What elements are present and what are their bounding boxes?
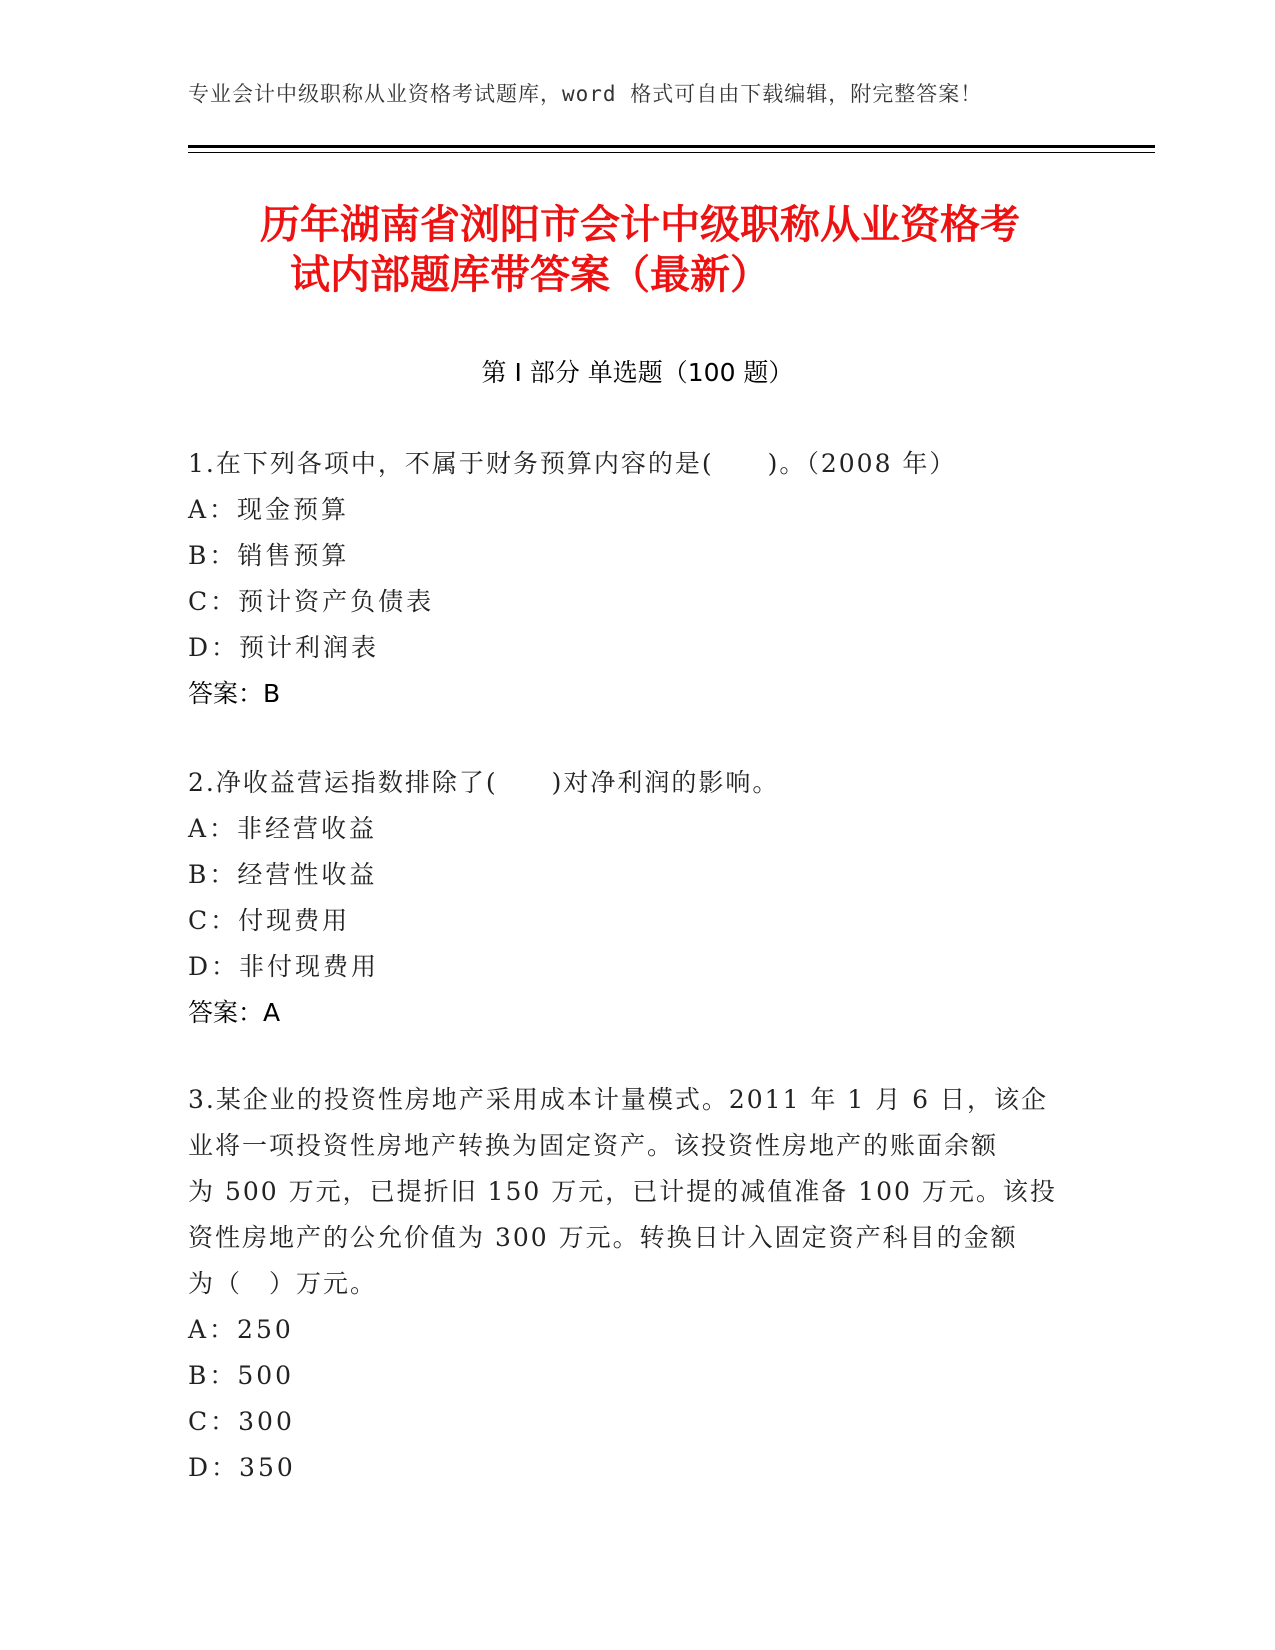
question-1-option-a: A：现金预算 xyxy=(188,495,350,524)
section-title: 第 I 部分 单选题（100 题） xyxy=(481,358,794,387)
question-1-option-d: D：预计利润表 xyxy=(188,633,380,662)
document-title-line-1: 历年湖南省浏阳市会计中级职称从业资格考 xyxy=(260,202,1020,248)
question-1 xyxy=(188,441,1068,717)
question-3-option-d: D：350 xyxy=(188,1453,296,1482)
document-title-line-2: 试内部题库带答案（最新） xyxy=(290,252,770,298)
question-3-text-line-2: 业将一项投资性房地产转换为固定资产。该投资性房地产的账面余额 xyxy=(188,1131,999,1160)
question-3 xyxy=(188,1077,1068,1491)
question-2-option-d: D：非付现费用 xyxy=(188,952,380,981)
question-3-text-line-1: 3.某企业的投资性房地产采用成本计量模式。2011 年 1 月 6 日，该企 xyxy=(188,1085,1049,1114)
question-2-option-b: B：经营性收益 xyxy=(188,860,378,889)
question-1-option-c: C：预计资产负债表 xyxy=(188,587,435,616)
question-2-text: 2.净收益营运指数排除了( )对净利润的影响。 xyxy=(188,768,780,797)
question-3-text-line-3: 为 500 万元，已提折旧 150 万元，已计提的减值准备 100 万元。该投 xyxy=(188,1177,1057,1206)
question-3-option-a: A：250 xyxy=(188,1315,294,1344)
question-3-text-line-4: 资性房地产的公允价值为 300 万元。转换日计入固定资产科目的金额 xyxy=(188,1223,1018,1252)
question-3-option-c: C：300 xyxy=(188,1407,295,1436)
question-2 xyxy=(188,760,1068,1036)
header-rule-thick xyxy=(188,145,1155,148)
question-3-option-b: B：500 xyxy=(188,1361,295,1390)
question-1-option-b: B：销售预算 xyxy=(188,541,350,570)
question-3-text-line-5: 为（ ）万元。 xyxy=(188,1269,378,1298)
question-2-option-c: C：付现费用 xyxy=(188,906,351,935)
header-note: 专业会计中级职称从业资格考试题库，word 格式可自由下载编辑，附完整答案！ xyxy=(188,82,983,106)
question-1-answer: 答案：B xyxy=(188,679,281,708)
header-rule-thin xyxy=(188,152,1155,153)
question-1-text: 1.在下列各项中，不属于财务预算内容的是( )。（2008 年） xyxy=(188,449,957,478)
question-2-option-a: A：非经营收益 xyxy=(188,814,378,843)
question-2-answer: 答案：A xyxy=(188,998,281,1027)
